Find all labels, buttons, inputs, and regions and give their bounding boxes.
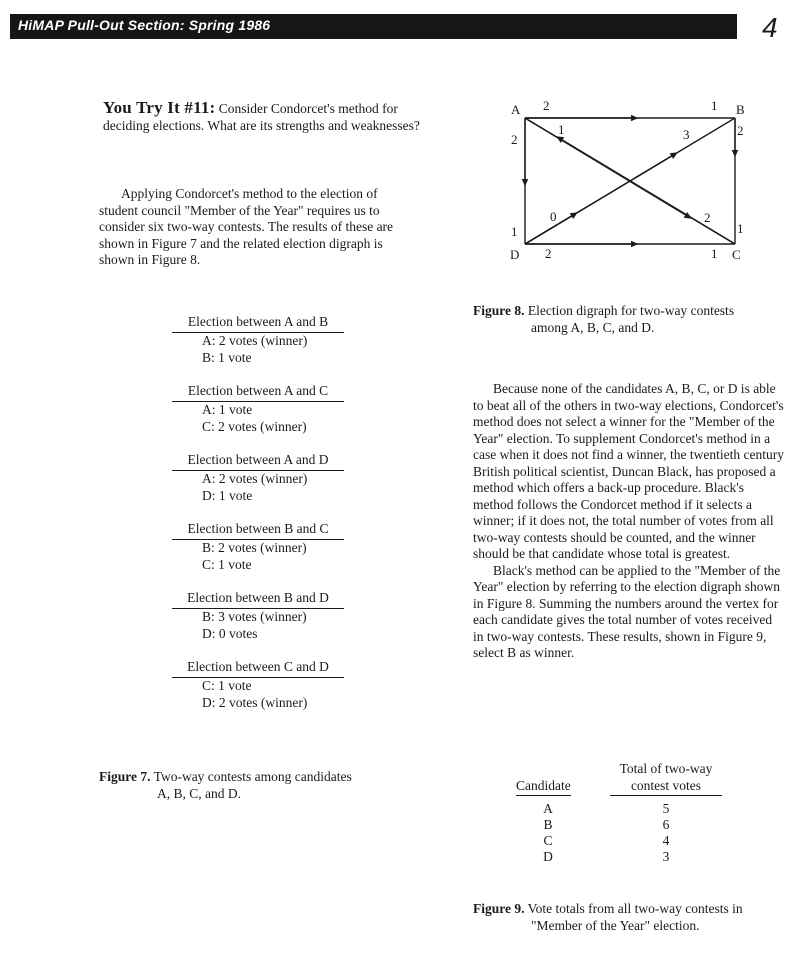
- table-row: [512, 833, 742, 849]
- table-cell-total: 6: [662, 817, 670, 832]
- contest-title: Election between A and D: [172, 452, 344, 471]
- edge-number: 3: [683, 127, 690, 142]
- figure7-caption-line1: Two-way contests among candidates: [153, 769, 352, 784]
- edge-number: 0: [550, 209, 557, 224]
- contest-result: B: 2 votes (winner): [202, 540, 307, 555]
- figure9-caption-line2: "Member of the Year" election.: [531, 917, 700, 933]
- table-cell-total: 5: [662, 801, 670, 816]
- table-cell-candidate: B: [543, 817, 553, 832]
- contest-result: C: 2 votes (winner): [202, 418, 307, 434]
- table-row: [512, 801, 742, 817]
- figure8-caption-line1: Election digraph for two-way contests: [527, 303, 735, 318]
- edge-c-a-arrow-2: [525, 118, 689, 217]
- section-title: HiMAP Pull-Out Section: Spring 1986: [18, 17, 271, 33]
- edge-number: 2: [545, 246, 552, 261]
- edge-d-b-arrow-2: [525, 154, 675, 244]
- contest-cd: [172, 659, 344, 711]
- table-header-total-line1: Total of two-way: [619, 761, 713, 776]
- figure7-label: Figure 7.: [99, 769, 151, 784]
- contest-title: Election between A and B: [172, 314, 344, 333]
- edge-number: 2: [704, 210, 711, 225]
- figure7-caption: [99, 769, 399, 802]
- figure7-contests: [172, 314, 344, 728]
- contest-result: D: 1 vote: [202, 487, 253, 503]
- figure8-caption: [473, 303, 783, 336]
- page-number: 4: [762, 12, 778, 43]
- table-cell-candidate: A: [543, 801, 553, 816]
- body-paragraph-1: Because none of the candidates A, B, C, or D is able to beat all of the others in two-way elections, Condorcet's method does not select a winner for the "Member of the Year" election. To supplement Condorcet's method in a case when it does not find a winner, the twentieth century British political scientist, Duncan Black, has proposed a method which offers a back-up procedure. Black's method follows the Condorcet method if it selects a winner; if it does not, the total number of votes from all two-way contests should be counted, and the winner should be that candidate whose total is greatest.: [473, 381, 784, 561]
- contest-result: B: 1 vote: [202, 349, 252, 365]
- vertex-b: B: [736, 102, 745, 117]
- table-row: [512, 849, 742, 865]
- contest-result: A: 2 votes (winner): [202, 471, 308, 486]
- figure9-label: Figure 9.: [473, 901, 525, 916]
- you-try-it-text: Consider Condorcet's method for deciding elections. What are its strengths and weaknesses?: [103, 101, 420, 133]
- contest-result: A: 1 vote: [202, 402, 253, 417]
- figure9-caption: [473, 901, 788, 934]
- edge-number: 2: [511, 132, 518, 147]
- figure8-label: Figure 8.: [473, 303, 525, 318]
- vertex-a: A: [511, 102, 521, 117]
- table-cell-total: 3: [662, 849, 670, 864]
- you-try-it-lead: You Try It #11:: [103, 98, 216, 117]
- section-header-bar: [10, 14, 737, 39]
- contest-result: B: 3 votes (winner): [202, 609, 307, 624]
- table-header-candidate: Candidate: [516, 778, 571, 796]
- you-try-it-prompt: [103, 100, 421, 134]
- contest-title: Election between C and D: [172, 659, 344, 678]
- figure8-caption-line2: among A, B, C, and D.: [531, 319, 655, 335]
- figure7-caption-line2: A, B, C, and D.: [157, 785, 241, 801]
- edge-number: 1: [737, 221, 744, 236]
- edge-number: 2: [543, 98, 550, 113]
- edge-number: 1: [511, 224, 518, 239]
- table-cell-candidate: D: [543, 849, 553, 864]
- contest-title: Election between A and C: [172, 383, 344, 402]
- body-text: [473, 381, 785, 662]
- contest-title: Election between B and D: [172, 590, 344, 609]
- contest-result: D: 2 votes (winner): [202, 694, 308, 710]
- contest-ac: [172, 383, 344, 435]
- table-cell-total: 4: [662, 833, 670, 848]
- table-row: [512, 817, 742, 833]
- edge-number: 2: [737, 123, 744, 138]
- contest-result: D: 0 votes: [202, 625, 258, 641]
- contest-result: C: 1 vote: [202, 678, 252, 693]
- edge-number: 1: [711, 246, 718, 261]
- table-header-total: [610, 760, 722, 796]
- contest-bc: [172, 521, 344, 573]
- election-digraph: [495, 96, 755, 266]
- table-header-total-line2: contest votes: [630, 778, 702, 793]
- table-cell-candidate: C: [543, 833, 553, 848]
- vertex-c: C: [732, 247, 741, 262]
- edge-number: 1: [558, 122, 565, 137]
- contest-ad: [172, 452, 344, 504]
- contest-ab: [172, 314, 344, 366]
- contest-result: A: 2 votes (winner): [202, 333, 308, 348]
- vertex-d: D: [510, 247, 520, 262]
- edge-number: 1: [711, 98, 718, 113]
- contest-title: Election between B and C: [172, 521, 344, 540]
- figure9-caption-line1: Vote totals from all two-way contests in: [527, 901, 743, 916]
- intro-paragraph: Applying Condorcet's method to the election of student council "Member of the Year" requires us to consider six two-way contests. The results of these are shown in Figure 7 and the related election digraph is shown in Figure 8.: [99, 186, 394, 267]
- contest-result: C: 1 vote: [202, 556, 252, 572]
- body-paragraph-2: Black's method can be applied to the "Member of the Year" election by referring to the election digraph shown in Figure 8. Summing the numbers around the vertex for each candidate gives the total number of votes received in two-way contests. These results, shown in Figure 9, select B as winner.: [473, 562, 781, 660]
- contest-bd: [172, 590, 344, 642]
